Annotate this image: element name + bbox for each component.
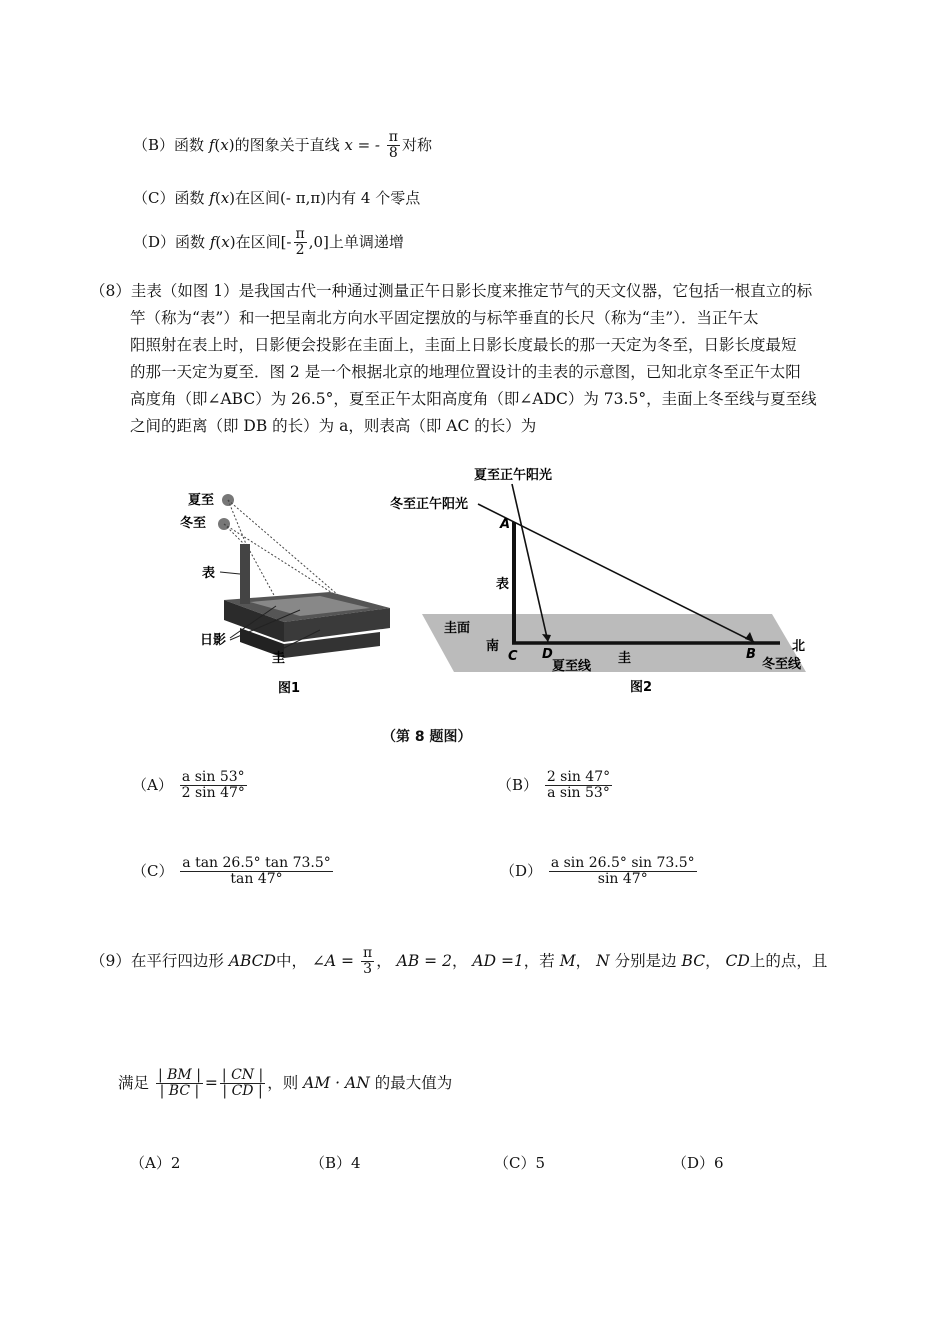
q9-bc: BC [681,951,706,970]
q8-d-label: （D） [500,861,543,880]
q8-figure-caption: （第 8 题图） [382,729,472,745]
q7-b-f: f [208,135,215,154]
q7-option-d: （D）函数 f(x)在区间[- $\frac{\pi}{2}$ ,0]上单调递增 [133,226,404,259]
fig1-ray-top [228,500,246,544]
fig1-summer-label: 夏至 [188,493,215,508]
fig2-caption: 图2 [630,680,653,695]
q8-d-num: a sin 26.5° sin 73.5° [550,855,695,871]
q8-option-d [500,856,699,888]
q9-angle-den: 3 [363,961,373,978]
q8-a-fraction [180,770,247,802]
fig2-summer-light-label: 夏至正午阳光 [474,468,553,483]
q9-f1-den: | BC | [159,1083,200,1100]
fig2-point-d: D [542,647,553,662]
q9-angle: ∠A = [311,951,355,970]
q9-t1: （9）在平行四边形 [90,951,224,970]
q9-angle-fraction [361,946,374,978]
q7-b-num: π [388,129,398,145]
fig1-pole-label: 表 [202,566,216,581]
q7-d-num: π [295,226,305,242]
q9-option-b: （B）4 [310,1154,361,1172]
q8-d-den: sin 47° [597,871,648,888]
q9-t5: ，若 [523,951,555,970]
fig1-pole [240,544,250,604]
q9-abcd: ABCD [228,951,276,970]
q8-a-label: （A） [132,775,173,794]
figure-1 [180,482,400,702]
q7-c-text3: 个零点 [375,189,421,207]
q9-ad: AD =1 [472,951,524,970]
fig2-pole-label: 表 [496,577,510,592]
q7-c-f: f [209,189,215,207]
q9-line1 [90,946,827,978]
fig2-point-c: C [508,649,518,664]
q8-b-den: a sin 53° [547,785,610,802]
q9-line2 [118,1068,452,1100]
q8-d-fraction [549,856,697,888]
q9-option-c: （C）5 [494,1154,546,1172]
fig2-north-label: 北 [792,639,806,654]
q9-t8: ， [705,951,721,970]
q9-f2-num: | CN | [221,1067,264,1083]
q9-t3: ， [376,951,392,970]
q8-line1: （8）圭表（如图 1）是我国古代一种通过测量正午日影长度来推定节气的天文仪器，它包括一根直立的标 [90,282,813,300]
fig1-caption: 图1 [278,681,301,696]
q7-b-den: 8 [388,145,398,162]
q7-option-c: （C）函数 f(x)在区间(- π,π)内有 4 个零点 [133,189,421,207]
q9-t4: ， [451,951,468,970]
q8-option-b [497,770,614,802]
q7-d-text1: 在区间 [235,232,281,251]
q8-c-label: （C） [132,861,174,880]
q9-t2: 中， [275,951,307,970]
fig1-shadow-ray [246,544,275,597]
q7-c-interval: (- π,π) [280,189,327,207]
q8-line5: 高度角（即∠ABC）为 26.5°，夏至正午太阳高度角（即∠ADC）为 73.5°，圭面上冬至线与夏至线 [130,390,817,408]
q9-f2-den: | CD | [222,1083,263,1100]
q9-option-d: （D）6 [672,1154,724,1172]
fig1-winter-label: 冬至 [180,516,207,531]
q7-d-text2: 上单调递增 [328,232,404,251]
q9-frac-cn-cd [220,1068,265,1100]
fig1-shadow-label: 日影 [200,633,227,648]
fig2-south-label: 南 [486,639,500,654]
q9-m: M [559,951,576,970]
q8-option-a [132,770,249,802]
q8-option-c [132,856,335,888]
fig2-winter-line-label: 冬至线 [762,657,802,672]
fig1-gui-label: 圭 [272,651,286,666]
q7-b-xeq: x = - [344,135,380,154]
q9-t7: 分别是边 [614,951,677,970]
q7-d-rb: ,0] [308,232,329,251]
q7-d-lb: [- [280,232,292,251]
q9-t9: 上的点，且 [749,951,828,970]
q9-f1-num: | BM | [157,1067,201,1083]
fig2-gui-label: 圭 [618,651,632,666]
q9-eq: = [204,1073,218,1092]
q9-n: N [596,951,610,970]
q8-b-num: 2 sin 47° [546,769,611,785]
q7-c-label: （C）函数 [133,189,205,207]
q9-frac-bm-bc [156,1068,203,1100]
fig2-winter-light-label: 冬至正午阳光 [390,497,469,512]
q9-t6: ， [575,951,592,970]
q8-b-label: （B） [497,775,539,794]
q7-c-count: 4 [360,189,371,207]
q7-d-label: （D）函数 [133,232,206,251]
q8-line3: 阳照射在表上时，日影便会投影在圭面上，圭面上日影长度最长的那一天定为冬至，日影长度最短 [130,336,797,354]
q8-question [90,278,880,440]
figure-2 [380,462,820,702]
q7-b-fraction [387,130,400,162]
q9-satisfy: 满足 [118,1073,150,1092]
q9-expr: AM · AN [303,1073,370,1092]
q7-b-text2: 对称 [401,135,432,154]
q7-option-b: （B）函数 f(x)的图象关于直线 x = - $\frac{\pi}{8}$ 对称 [133,129,432,162]
q8-b-fraction [545,770,612,802]
q7-b-x: x [220,135,229,154]
q9-option-a: （A）2 [130,1154,181,1172]
q8-c-fraction [180,856,332,888]
q9-angle-num: π [362,945,373,961]
fig1-ray-top2 [224,524,244,544]
q7-d-den: 2 [295,242,305,259]
fig2-summer-line-label: 夏至线 [552,659,592,674]
q7-d-fraction [294,227,307,259]
q8-c-den: tan 47° [230,871,283,888]
fig1-pole-pointer [220,572,240,574]
q7-c-x: x [220,189,230,207]
q7-d-x: x [221,232,230,251]
q7-d-f: f [209,232,216,251]
q7-b-text1: 的图象关于直线 [234,135,340,154]
fig2-surface-label: 圭面 [444,621,471,636]
q8-a-den: 2 sin 47° [181,785,245,802]
q8-line2: 竿（称为“表”）和一把呈南北方向水平固定摆放的与标竿垂直的长尺（称为“圭”）．当正午太 [130,309,759,327]
fig2-point-b: B [746,647,756,662]
q9-then: ，则 [267,1073,299,1092]
fig2-point-a: A [500,517,511,532]
q8-line4: 的那一天定为夏至．图 2 是一个根据北京的地理位置设计的圭表的示意图，已知北京冬至正午太阳 [130,363,801,381]
q8-a-num: a sin 53° [180,770,247,786]
q7-c-text1: 在区间 [235,189,281,207]
q9-cd: CD [725,951,750,970]
q8-c-num: a tan 26.5° tan 73.5° [182,855,331,871]
q9-ab: AB = 2 [396,951,452,970]
q7-c-text2: 内有 [326,189,357,207]
q8-line6: 之间的距离（即 DB 的长）为 a，则表高（即 AC 的长）为 [130,417,537,435]
q9-t10: 的最大值为 [374,1073,453,1092]
q7-b-label: （B）函数 [133,135,205,154]
